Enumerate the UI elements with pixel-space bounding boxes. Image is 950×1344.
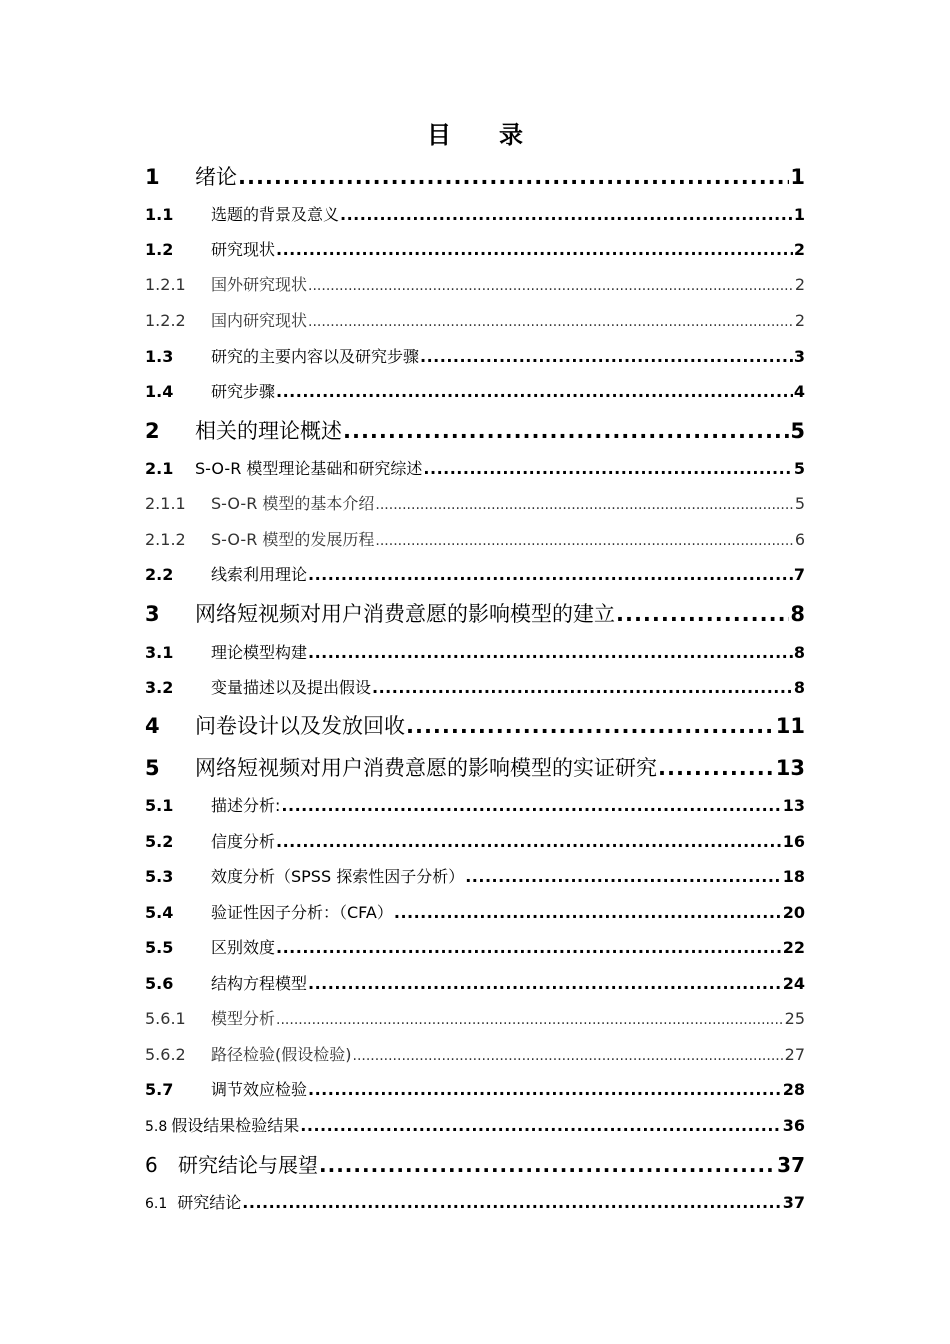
toc-entry[interactable] [145,971,805,994]
toc-entry-title: 网络短视频对用户消费意愿的影响模型的实证研究 [195,756,657,780]
toc-entry-title: 研究结论 [177,1193,242,1212]
toc-entry[interactable] [145,793,805,816]
toc-entry-number: 6 [145,1153,158,1177]
toc-entry-title: 国内研究现状 [211,311,308,330]
toc-entry-title: S-O-R 模型的发展历程 [211,530,375,549]
toc-entry-number: 3.2 [145,678,174,697]
toc-entry-number: 3 [145,602,160,626]
toc-entry[interactable] [145,562,805,585]
toc-entry-title: S-O-R 模型的基本介绍 [211,494,375,513]
toc-entry-title: 路径检验(假设检验) [211,1045,352,1064]
toc-entry-number: 2.2 [145,565,174,584]
toc-entry-number: 6.1 [145,1196,168,1212]
leader-dots [375,497,793,513]
leader-dots [375,533,793,549]
toc-entry-number: 2.1.1 [145,494,186,513]
toc-entry[interactable] [145,527,805,550]
leader-dots [300,1116,781,1135]
toc-entry-page: 5 [793,459,805,478]
toc-entry[interactable] [145,1190,805,1213]
toc-entry[interactable] [145,1077,805,1100]
toc-entry-page: 22 [782,938,805,957]
toc-entry[interactable] [145,308,805,331]
toc-entry-title: 研究的主要内容以及研究步骤 [211,347,420,366]
toc-entry-title: 线索利用理论 [211,565,308,584]
toc-entry-page: 3 [793,347,805,366]
toc-title [0,115,950,150]
toc-entry[interactable] [145,1149,805,1178]
toc-entry-number: 5.3 [145,867,174,886]
toc-entry-number: 4 [145,714,160,738]
toc-entry-number: 1.4 [145,382,174,401]
toc-entry-title: 绪论 [195,165,237,189]
toc-entry-title: 问卷设计以及发放回收 [195,714,405,738]
leader-dots [308,643,793,662]
leader-dots [308,314,794,330]
leader-dots [308,278,794,294]
toc-entry-page: 7 [793,565,805,584]
toc-entry-title: 效度分析（SPSS 探索性因子分析） [211,867,465,886]
toc-entry-title: 模型分析 [211,1009,276,1028]
toc-entry-number: 5.2 [145,832,174,851]
toc-entry-title: 网络短视频对用户消费意愿的影响模型的建立 [195,602,615,626]
toc-entry[interactable] [145,456,805,479]
toc-entry-number: 5.5 [145,938,174,957]
toc-entry-title: 研究现状 [211,240,276,259]
toc-entry[interactable] [145,202,805,225]
leader-dots [372,678,793,697]
toc-entry[interactable] [145,491,805,514]
toc-entry-page: 37 [777,1153,805,1177]
toc-entry-number: 1.2.2 [145,311,186,330]
leader-dots [340,205,793,224]
leader-dots [465,867,782,886]
toc-entry[interactable] [145,415,805,445]
toc-entry-page: 28 [782,1080,805,1099]
leader-dots [276,832,782,851]
toc-entry-page: 20 [782,903,805,922]
toc-entry[interactable] [145,272,805,295]
leader-dots [308,1080,782,1099]
toc-entry-number: 5 [145,756,160,780]
leader-dots [658,756,775,780]
toc-title-left: 目 [427,121,451,149]
toc-entry-number: 1 [145,165,160,189]
toc-entry-number: 1.3 [145,347,174,366]
toc-entry[interactable] [145,1113,805,1136]
toc-entry-title: 结构方程模型 [211,974,308,993]
toc-entry-number: 5.6 [145,974,174,993]
leader-dots [423,459,792,478]
toc-entry-title: 研究结论与展望 [178,1153,318,1177]
toc-entry-title: 研究步骤 [211,382,276,401]
leader-dots [308,974,782,993]
toc-entry-page: 5 [794,494,805,513]
toc-entry-number: 5.6.1 [145,1009,186,1028]
leader-dots [394,903,782,922]
leader-dots [308,565,793,584]
toc-entry-number: 5.6.2 [145,1045,186,1064]
leader-dots [343,419,789,443]
leader-dots [420,347,793,366]
toc-entry-page: 1 [793,205,805,224]
toc-entry-page: 16 [782,832,805,851]
leader-dots [406,714,775,738]
toc-entry-page: 2 [794,275,805,294]
toc-entry-title: 假设结果检验结果 [171,1116,300,1135]
toc-entry[interactable] [145,640,805,663]
toc-entry-page: 5 [790,419,805,443]
toc-entry-title: 国外研究现状 [211,275,308,294]
toc-entry-page: 36 [782,1116,805,1135]
toc-entry-number: 5.8 [145,1119,168,1135]
toc-entry[interactable] [145,675,805,698]
toc-entry-number: 1.1 [145,205,174,224]
toc-entry-title: 变量描述以及提出假设 [211,678,372,697]
toc-entry-title: 验证性因子分析：（CFA） [211,903,393,922]
toc-entry[interactable] [145,344,805,367]
leader-dots [353,1048,784,1064]
leader-dots [616,602,789,626]
toc-entry-number: 2.1 [145,459,174,478]
toc-entry-page: 8 [793,678,805,697]
toc-entry-page: 13 [775,756,805,780]
toc-entry-title: 理论模型构建 [211,643,308,662]
toc-entry-page: 13 [782,796,805,815]
toc-entry[interactable] [145,161,805,191]
toc-entry[interactable] [145,379,805,402]
toc-entry-page: 25 [784,1009,805,1028]
toc-entry-page: 2 [793,240,805,259]
toc-entry[interactable] [145,864,805,887]
toc-entry-number: 5.4 [145,903,174,922]
leader-dots [276,240,793,259]
toc-entry[interactable] [145,1006,805,1029]
toc-entry-title: S-O-R 模型理论基础和研究综述 [195,459,423,478]
toc-entry-page: 24 [782,974,805,993]
toc-entry-page: 4 [793,382,805,401]
toc-entry-title: 调节效应检验 [211,1080,308,1099]
toc-entry[interactable] [145,237,805,260]
toc-entry-number: 3.1 [145,643,174,662]
leader-dots [276,1012,784,1028]
toc-entry-title: 区别效度 [211,938,276,957]
toc-entry-number: 5.7 [145,1080,174,1099]
toc-entry-page: 8 [793,643,805,662]
leader-dots [238,165,789,189]
toc-entry-page: 6 [794,530,805,549]
toc-entry[interactable] [145,710,805,740]
toc-entry-page: 2 [794,311,805,330]
toc-entry[interactable] [145,1042,805,1065]
toc-entry-number: 1.2 [145,240,174,259]
toc-entry[interactable] [145,935,805,958]
toc-entry-page: 37 [782,1193,805,1212]
toc-entry-number: 1.2.1 [145,275,186,294]
toc-title-right: 录 [499,121,523,149]
toc-entry[interactable] [145,900,805,923]
toc-entry-number: 2.1.2 [145,530,186,549]
toc-entry-page: 27 [784,1045,805,1064]
toc-entry-title: 选题的背景及意义 [211,205,340,224]
toc-entry-page: 18 [782,867,805,886]
leader-dots [319,1153,776,1177]
toc-entry-title: 相关的理论概述 [195,419,342,443]
toc-entry[interactable] [145,752,805,782]
toc-entry-page: 1 [790,165,805,189]
toc-entry-page: 11 [775,714,805,738]
toc-entry-title: 描述分析: [211,796,281,815]
toc-entry[interactable] [145,829,805,852]
toc-entry-number: 2 [145,419,160,443]
leader-dots [242,1193,781,1212]
toc-entry-title: 信度分析 [211,832,276,851]
toc-entry-page: 8 [790,602,805,626]
toc-entry[interactable] [145,598,805,628]
leader-dots [281,796,781,815]
toc-entry-number: 5.1 [145,796,174,815]
leader-dots [276,382,793,401]
leader-dots [276,938,782,957]
